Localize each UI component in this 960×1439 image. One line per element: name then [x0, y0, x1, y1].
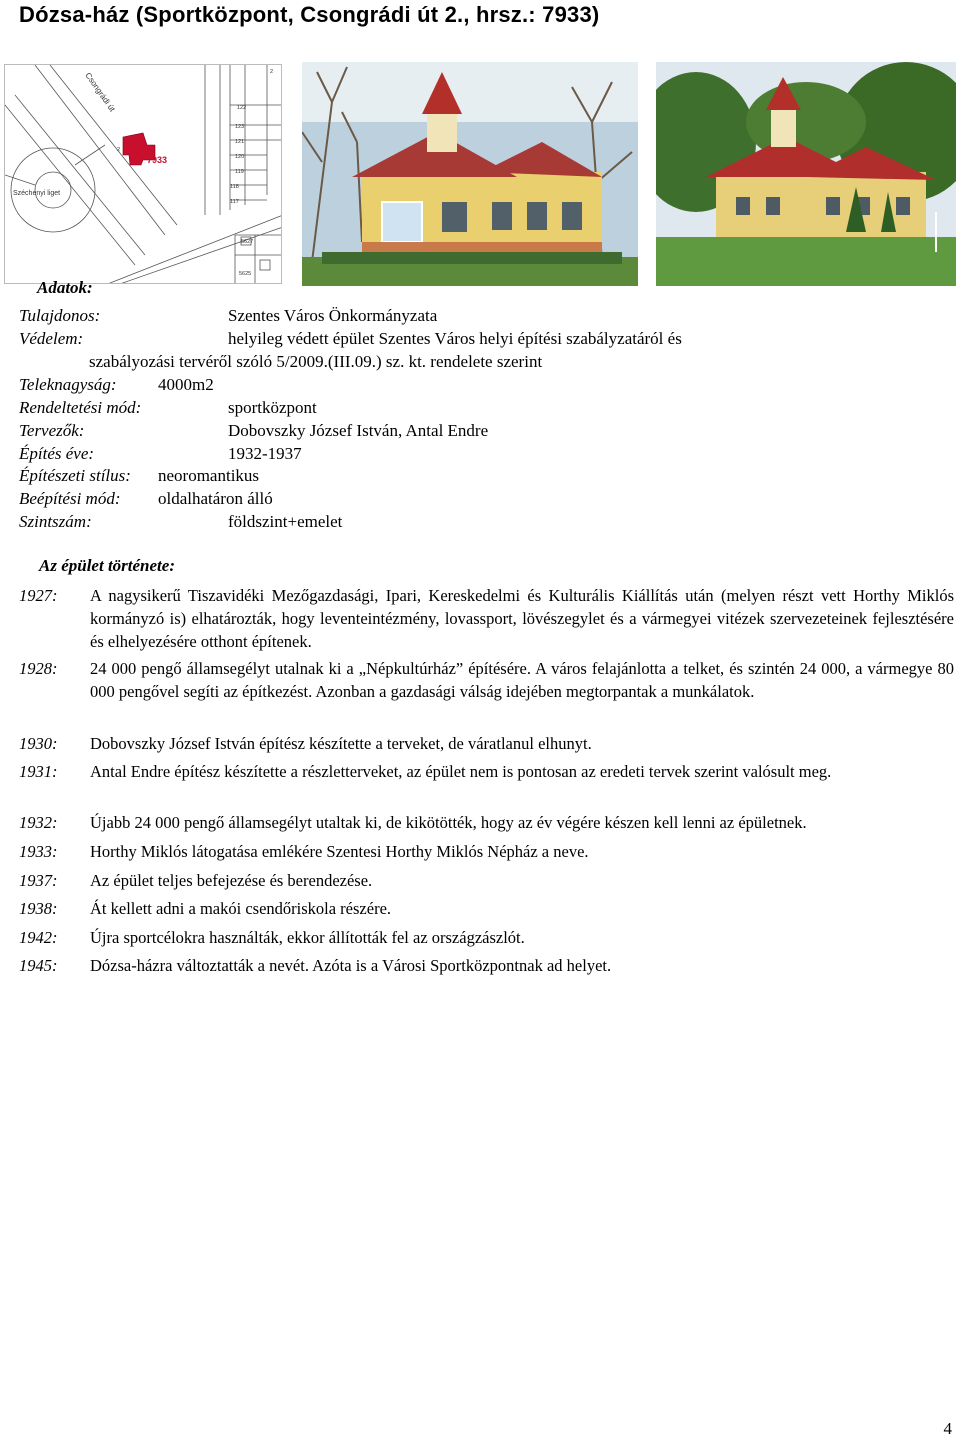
history-event: 1931: Antal Endre építész készítette a részletterveket, az épület nem is pontosan az eredeti tervek szerint valósult meg. — [19, 762, 832, 781]
svg-text:117: 117 — [230, 199, 239, 205]
history-event: 1937: Az épület teljes befejezése és berendezése. — [19, 871, 373, 890]
history-event: 1945: Dózsa-házra változtatták a nevét. Azóta is a Városi Sportközpontnak ad helyet. — [19, 956, 612, 975]
history-event: 1933: Horthy Miklós látogatása emlékére Szentesi Horthy Miklós Népház a neve. — [19, 842, 589, 861]
history-event: 1930: Dobovszky József István építész készítette a terveket, de váratlanul elhunyt. — [19, 734, 592, 753]
history-event: 1942: Újra sportcélokra használták, ekkor állították fel az országzászlót. — [19, 928, 525, 947]
park-label: Széchenyi liget — [13, 190, 61, 197]
svg-text:118: 118 — [230, 184, 239, 190]
svg-text:5627: 5627 — [241, 239, 254, 245]
street-label: Csongrádi út — [83, 70, 117, 114]
history-event: 1928: 24 000 pengő államsegélyt utalnak ki a „Népkultúrház” építésére. A város felajánlotta a telket, és szintén 24 000, a vármegye 80 000 pengővel segíti az építkezést. Azonban a gazdasági válság idejében megtorpantak a munkálatok. — [19, 659, 954, 701]
history-event: 1932: Újabb 24 000 pengő államsegélyt utaltak ki, de kikötötték, hogy az év végére készen kell lenni az épületnek. — [19, 813, 807, 832]
history-event: 1927: A nagysikerű Tiszavidéki Mezőgazdasági, Ipari, Kereskedelmi és Kulturális Kiállítás után (melyen részt vett Horthy Miklós kormányzó is) elhatározták, hogy leventeintézmény, lovassport, lövészegylet és a vármegyei vitézek szervezeteinek fejlesztésére és elhelyezésére otthont építenek. — [19, 586, 954, 651]
svg-text:119: 119 — [235, 169, 244, 175]
history-heading: Az épület története: — [39, 556, 175, 575]
page-title: Dózsa-ház (Sportközpont, Csongrádi út 2., hrsz.: 7933) — [19, 2, 600, 27]
svg-text:2: 2 — [117, 147, 121, 153]
svg-text:2: 2 — [270, 69, 274, 75]
svg-text:120: 120 — [235, 154, 245, 160]
site-map-image — [4, 64, 282, 284]
svg-text:123: 123 — [235, 124, 245, 130]
svg-text:5625: 5625 — [239, 271, 252, 277]
vedelem-continuation: szabályozási tervéről szóló 5/2009.(III.09.) sz. kt. rendelete szerint — [89, 352, 543, 371]
svg-text:121: 121 — [235, 139, 245, 145]
page-number: 4 — [943, 1419, 952, 1438]
building-photo-field — [656, 62, 956, 286]
plot-label: 7933 — [147, 155, 168, 165]
adatok-heading: Adatok: — [37, 278, 93, 297]
svg-text:122: 122 — [237, 105, 247, 111]
history-event: 1938: Át kellett adni a makói csendőriskola részére. — [19, 899, 392, 918]
building-photo-front — [302, 62, 638, 286]
